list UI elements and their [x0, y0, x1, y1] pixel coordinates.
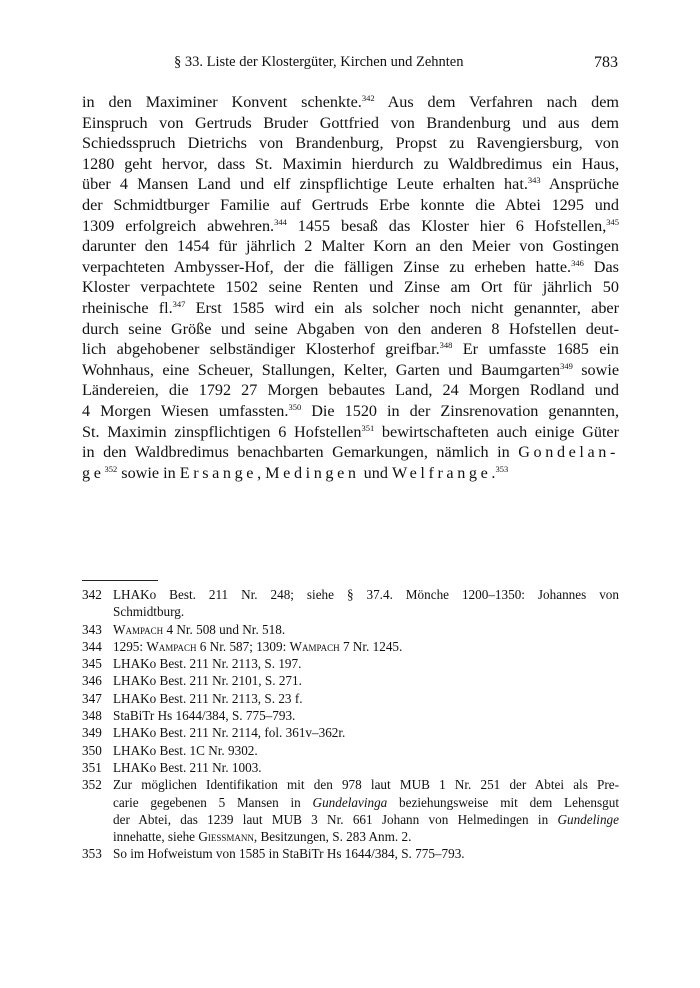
footnote-text [113, 707, 619, 724]
running-header [82, 54, 618, 76]
footnote-line [113, 672, 619, 689]
footnote [82, 690, 619, 707]
italic-term: Gundelavinga [312, 794, 388, 810]
footnote-ref: 352 [104, 463, 118, 474]
running-header-title: § 33. Liste der Klostergüter, Kirchen und Zehnten [174, 54, 464, 70]
footnote-line [113, 794, 619, 811]
footnote-number: 349 [82, 725, 102, 741]
text-run: und [359, 463, 392, 482]
footnote-text [113, 845, 619, 862]
footnote-ref: 348 [439, 340, 453, 351]
body-line [82, 174, 619, 195]
body-line [82, 236, 619, 257]
footnote-text [113, 621, 619, 638]
footnote-ref: 344 [274, 216, 287, 227]
text-run: St. Maximin zinspflichtigen 6 Hofstellen [82, 422, 362, 441]
body-line [82, 298, 619, 319]
text-run: durch seine Größe und seine Abgaben von den anderen 8 Hofstellen deut- [82, 319, 619, 338]
footnote-ref: 353 [495, 463, 509, 474]
text-run: sowie in [117, 463, 180, 482]
text-run: Ländereien, die 1792 27 Morgen bebautes Land, 24 Morgen Rodland und [82, 381, 619, 400]
footnote [82, 759, 619, 776]
text-run: innehatte, siehe [113, 829, 199, 845]
author-name: Wampach [113, 621, 164, 637]
text-run: LHAKo Best. 211 Nr. 2113, S. 23 f. [113, 690, 303, 706]
footnote-ref: 342 [361, 93, 375, 103]
body-line [82, 195, 619, 216]
body-line [82, 380, 619, 401]
body-line [82, 92, 619, 113]
footnote-line [113, 811, 619, 828]
footnote-line [113, 586, 619, 603]
text-run: der Abtei, das 1239 laut MUB 3 Nr. 661 Johann von Helmedingen in [113, 811, 558, 827]
spaced-place-name: Medingen [265, 463, 360, 482]
text-run: bewirtschafteten auch einige Güter [374, 422, 619, 441]
body-line [82, 216, 619, 237]
text-run: Erst 1585 wird ein als solcher noch nicht genannter, aber [185, 298, 619, 317]
footnote [82, 655, 619, 672]
footnote-number: 345 [82, 656, 102, 672]
footnote-text [113, 655, 619, 672]
text-run: Einspruch von Gertruds Bruder Gottfried von Brandenburg und aus dem [82, 113, 619, 132]
page-number: 783 [594, 54, 618, 71]
text-run: sowie [572, 360, 620, 379]
footnote [82, 845, 619, 862]
text-run: StaBiTr Hs 1644/384, S. 775–793. [113, 708, 296, 724]
author-name: Wampach [146, 638, 197, 654]
footnote-text [113, 672, 619, 689]
footnote-number: 344 [82, 638, 102, 654]
text-run: Wohnhaus, eine Scheuer, Stallungen, Kelter, Garten und Baumgarten [82, 360, 561, 379]
footnote-line [113, 655, 619, 672]
footnote-line [113, 707, 619, 724]
text-run: 1455 besaß das Kloster hier 6 Hofstellen, [286, 216, 607, 235]
footnote [82, 776, 619, 845]
footnote-ref: 349 [560, 360, 573, 371]
footnote-text [113, 724, 619, 741]
body-line [82, 113, 619, 134]
text-run: Die 1520 in der Zinsrenovation genannten, [301, 401, 619, 420]
footnote-ref: 350 [288, 401, 302, 412]
text-run: . [491, 463, 496, 482]
footnote [82, 724, 619, 741]
spaced-place-name: Welfrange [391, 463, 492, 482]
text-run: 4 Morgen Wiesen umfassten. [82, 401, 289, 420]
text-run: beziehungsweise mit dem Lehensgut [387, 794, 619, 810]
spaced-place-name: Ersange [179, 463, 258, 482]
footnote-number: 347 [82, 690, 102, 706]
text-run: der Schmidtburger Familie auf Gertruds Erbe konnte die Abtei 1295 und [82, 195, 619, 214]
body-line [82, 154, 619, 175]
text-run: Zur möglichen Identifikation mit den 978 laut MUB 1 Nr. 251 der Abtei als Pre- [113, 777, 619, 793]
footnote-number: 353 [82, 846, 102, 862]
footnote-line [113, 759, 619, 776]
text-run: Schiedsspruch Dietrichs von Brandenburg, Propst zu Ravengiersburg, von [82, 134, 619, 153]
body-line [82, 257, 619, 278]
text-run: LHAKo Best. 211 Nr. 2114, fol. 361v–362r. [113, 725, 346, 741]
text-run: LHAKo Best. 211 Nr. 1003. [113, 759, 262, 775]
body-line [82, 463, 619, 484]
footnote [82, 621, 619, 638]
text-run: verpachteten Ambysser-Hof, der die fälligen Zinse zu erheben hatte. [82, 257, 572, 276]
text-run: Er umfasste 1685 ein [452, 340, 619, 359]
footnote [82, 707, 619, 724]
footnote [82, 586, 619, 621]
footnote-ref: 351 [361, 422, 375, 433]
footnote-text [113, 742, 619, 759]
text-run: Schmidtburg. [113, 604, 185, 620]
text-run: , [257, 463, 266, 482]
body-line [82, 133, 619, 154]
text-run: 1295: [113, 638, 147, 654]
spaced-place-name: ge [82, 463, 105, 482]
footnote-ref: 345 [606, 216, 619, 227]
text-run: Aus dem Verfahren nach dem [374, 93, 619, 111]
text-run: carie gegebenen 5 Mansen in [113, 794, 313, 810]
footnote-number: 350 [82, 742, 102, 758]
footnote [82, 742, 619, 759]
text-run: Kloster verpachtete 1502 seine Renten und Zinse am Ort für jährlich 50 [82, 278, 619, 297]
footnote-line [113, 603, 619, 620]
footnote-ref: 347 [172, 298, 186, 309]
footnote-number: 343 [82, 621, 102, 637]
text-run: in den Maximiner Konvent schenkte. [82, 93, 362, 111]
text-run: in den Waldbredimus benachbarten Gemarkungen, nämlich in [82, 443, 519, 462]
footnote-line [113, 638, 619, 655]
text-run: 1280 geht hervor, dass St. Maximin hierdurch zu Waldbredimus ein Haus, [82, 154, 619, 173]
footnote-number: 342 [82, 587, 102, 602]
footnote-text [113, 759, 619, 776]
text-run: LHAKo Best. 211 Nr. 248; siehe § 37.4. Mönche 1200–1350: Johannes von [113, 587, 619, 602]
body-line [82, 422, 619, 443]
text-run: über 4 Mansen Land und elf zinspflichtige Leute erhalten hat. [82, 175, 528, 194]
footnote-text [113, 586, 619, 621]
body-line [82, 277, 619, 298]
body-line [82, 442, 619, 463]
text-run: LHAKo Best. 211 Nr. 2101, S. 271. [113, 673, 302, 689]
footnote-text [113, 776, 619, 845]
footnote-ref: 343 [527, 175, 541, 186]
footnote-number: 351 [82, 759, 102, 775]
footnote [82, 672, 619, 689]
text-run: 1309 erfolgreich abwehren. [82, 216, 275, 235]
text-run: 4 Nr. 508 und Nr. 518. [163, 621, 286, 637]
footnote-line [113, 621, 619, 638]
text-run: 6 Nr. 587; 1309: [196, 638, 290, 654]
text-run: So im Hofweistum von 1585 in StaBiTr Hs 1644/384, S. 775–793. [113, 846, 465, 862]
footnote-separator [82, 580, 158, 581]
footnote [82, 638, 619, 655]
footnote-number: 348 [82, 708, 102, 724]
body-line [82, 319, 619, 340]
footnote-text [113, 690, 619, 707]
text-run: Das [583, 257, 619, 276]
footnote-line [113, 845, 619, 862]
footnote-number: 346 [82, 673, 102, 689]
text-run: darunter den 1454 für jährlich 2 Malter Korn an den Meier von Gostingen [82, 237, 619, 256]
footnote-line [113, 690, 619, 707]
footnotes-list [82, 586, 619, 863]
text-run: LHAKo Best. 211 Nr. 2113, S. 197. [113, 656, 302, 672]
footnote-line [113, 776, 619, 793]
italic-term: Gundelinge [557, 811, 619, 827]
text-run: lich abgehobener selbständiger Klosterhof greifbar. [82, 340, 440, 359]
text-run: 7 Nr. 1245. [339, 638, 403, 654]
footnote-line [113, 742, 619, 759]
footnote-text [113, 638, 619, 655]
author-name: Giessmann [198, 829, 254, 845]
footnote-number: 352 [82, 777, 102, 793]
footnote-line [113, 724, 619, 741]
body-line [82, 360, 619, 381]
body-line [82, 401, 619, 422]
main-text [82, 92, 619, 483]
text-run: Ansprüche [540, 175, 619, 194]
text-run: LHAKo Best. 1C Nr. 9302. [113, 742, 258, 758]
author-name: Wampach [289, 638, 340, 654]
body-line [82, 339, 619, 360]
text-run: , Besitzungen, S. 283 Anm. 2. [253, 829, 412, 845]
footnote-line [113, 828, 619, 845]
footnote-ref: 346 [571, 257, 584, 268]
text-run: rheinische fl. [82, 298, 173, 317]
spaced-place-name: Gondelan- [518, 443, 619, 462]
